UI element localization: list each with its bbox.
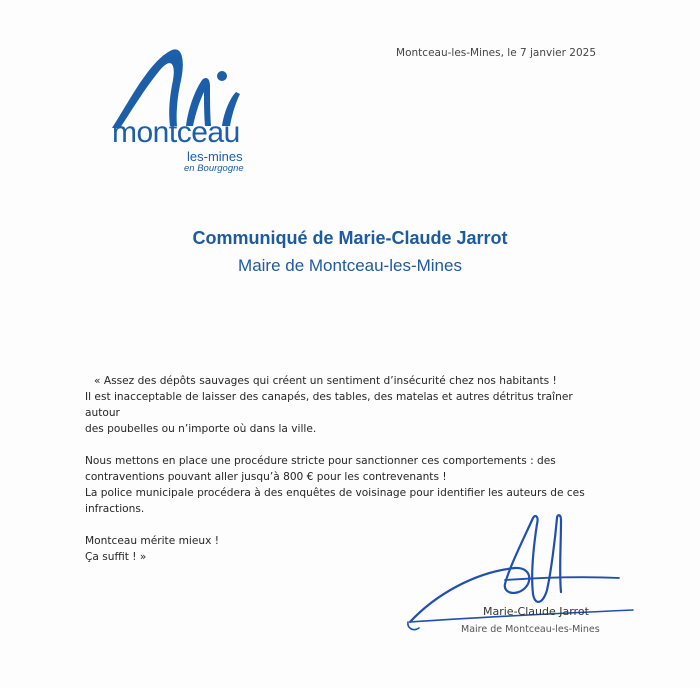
communique-title: Communiqué de Marie-Claude Jarrot (192, 228, 508, 248)
logo-region: en Bourgogne (184, 163, 244, 174)
body-line: Il est inacceptable de laisser des canapés, des tables, des matelas et autres détritus traîner autour (85, 391, 573, 419)
signatory-name: Marie-Claude Jarrot (483, 605, 589, 618)
city-logo (90, 40, 280, 190)
body-line: Montceau mérite mieux ! (85, 535, 219, 547)
logo-subname: les-mines (187, 149, 243, 164)
body-line: contraventions pouvant aller jusqu’à 800 € pour les contrevenants ! (85, 471, 447, 483)
signatory-role: Maire de Montceau-les-Mines (461, 624, 600, 635)
body-line: des poubelles ou n’importe où dans la ville. (85, 423, 317, 435)
body-line: « Assez des dépôts sauvages qui créent un sentiment d’insécurité chez nos habitants ! (94, 375, 557, 387)
body-line: Nous mettons en place une procédure stricte pour sanctionner ces comportements : des (85, 455, 556, 467)
letter-date: Montceau-les-Mines, le 7 janvier 2025 (396, 47, 596, 59)
body-line: Ça suffit ! » (85, 551, 147, 563)
body-line: infractions. (85, 503, 145, 515)
handwritten-signature (405, 510, 645, 640)
logo-name: montceau (112, 116, 240, 149)
communique-subtitle: Maire de Montceau-les-Mines (238, 256, 462, 275)
body-line: La police municipale procédera à des enquêtes de voisinage pour identifier les auteurs de ces (85, 487, 585, 499)
